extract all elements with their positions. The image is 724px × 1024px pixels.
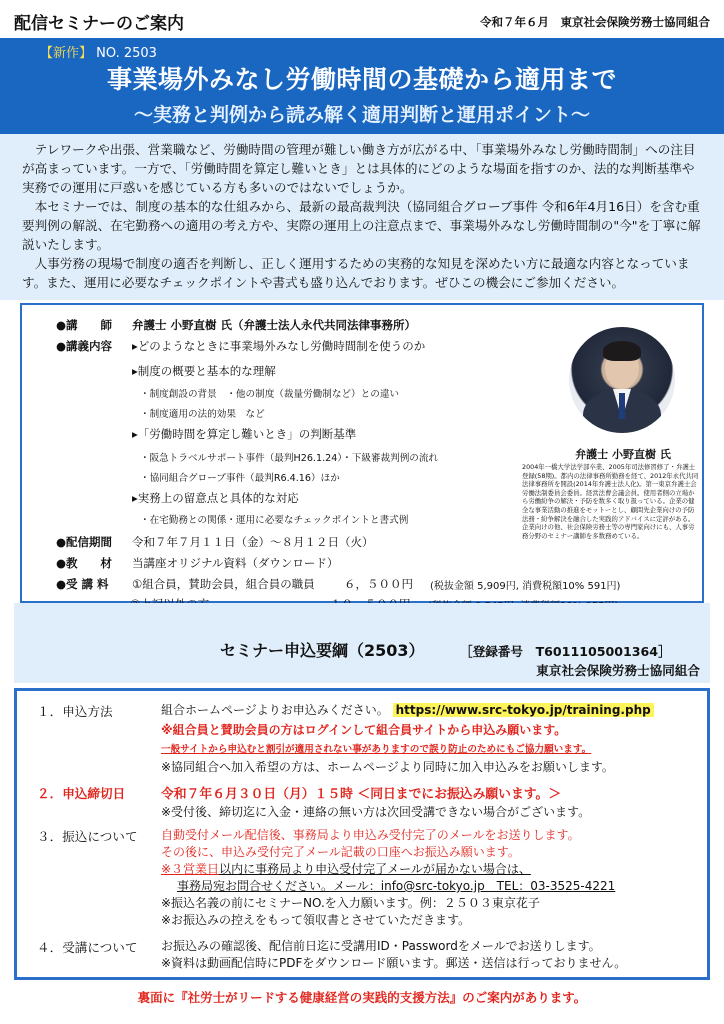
intro-paragraph: 本セミナーでは、制度の基本的な仕組みから、最新の最高裁判決（協同組合グローブ事件 令和6年4月16日）を含む重要判例の解説、在宅勤務への適用の考え方や、実際の運用上の注意点まで、事業場外みなし労働時間制の"今"を丁寧に解説いたします。 — [22, 199, 701, 252]
content-subitem: ・協同組合グローブ事件（最判R6.4.16）ほか — [140, 473, 340, 484]
fee1-amount: ６，５００円 — [344, 577, 413, 591]
member-note: ※組合員と賛助会員の方はログインして組合員サイトから申込み願います。 — [161, 723, 567, 737]
section-label: ４．受講について — [37, 940, 138, 955]
title-banner — [0, 38, 724, 134]
fee1-who: ①組合員，賛助会員，組合員の職員 — [132, 577, 315, 591]
seminar-subtitle: ～実務と判例から読み解く適用判断と運用ポイント～ — [133, 104, 590, 126]
content-subitem: ・在宅勤務との関係・運用に必要なチェックポイントと書式例 — [140, 515, 409, 526]
header-title: 配信セミナーのご案内 — [14, 14, 184, 34]
attend-text: お振込みの確認後、配信前日迄に受講用ID・Passwordをメールでお送りします。 — [161, 939, 601, 953]
header-date-org: 令和７年６月 東京社会保険労務士協同組合 — [480, 15, 710, 29]
content-item: ▸「労働時間を算定し難いとき」の判断基準 — [132, 427, 357, 441]
fee-label: ●受 講 料 — [56, 577, 109, 591]
application-box — [14, 688, 710, 980]
new-tag: 【新作】 — [40, 46, 93, 61]
intro-paragraph: 人事労務の現場で制度の適否を判断し、正しく運用するための実務的な知見を深めたい方に最適な内容となっています。また、運用に必要なチェックポイントや書式も盛り込んでおります。ぜひこの機会にご参加ください。 — [22, 256, 690, 290]
lecturer-label: ●講 師 — [56, 318, 113, 332]
period: 令和７年７月１１日（金）～８月１２日（火） — [132, 535, 374, 549]
apply-method-text: 組合ホームページよりお申込みください。 — [161, 703, 389, 717]
apply-title: セミナー申込要綱（2503） — [220, 641, 425, 660]
intro-paragraph: テレワークや出張、営業職など、労働時間の管理が難しい働き方が広がる中、「事業場外みなし労働時間制」への注目が高まっています。一方で、「労働時間を算定し難いとき」とは具体的にどのような場面を指すのか、法的な判断基準や実務での運用に戸惑いを感じている方も多いのではないでしょうか。 — [22, 142, 696, 195]
content-subitem: ・制度適用の法的効果 など — [140, 409, 265, 420]
section-label: ２．申込締切日 — [37, 786, 126, 801]
lecturer-bio: 2004年一橋大学法学部卒業、2005年司法修習修了・弁護士登録(58期)。都内の法律事務所勤務を経て、2012年永代共同法律事務所を開設(2014年弁護士法人化)。第一東京弁護士会労働法制委員会委員。経営法曹会議会員。使用者側の立場から労働紛争の解決・予防を数多く取り扱っている。企業の健全な事業活動の推進をモットーとし、顧問先企業向けの予防法務・紛争解決を融合した実践的アドバイスに定評がある。企業向けの他、社会保険労務士等の専門家向けにも、人事労務分野のセミナー講師を多数務めている。 — [522, 463, 699, 540]
seminar-number — [40, 42, 157, 61]
fee1-tax: (税抜金額 5,909円, 消費税額10% 591円) — [430, 581, 621, 592]
material: 当講座オリジナル資料（ダウンロード） — [132, 556, 339, 570]
content-item: ▸どのようなときに事業場外みなし労働時間制を使うのか — [132, 339, 426, 353]
section-label: １．申込方法 — [37, 704, 113, 719]
transfer-text: 自動受付メール配信後、事務局より申込み受付完了のメールをお送りします。 — [161, 828, 580, 842]
receipt-note: ※お振込みの控えをもって領収書とさせていただきます。 — [161, 913, 471, 927]
lecturer-caption: 弁護士 小野直樹 氏 — [575, 448, 671, 461]
contact-info[interactable]: 事務局宛お問合せください。メール：info@src-tokyo.jp TEL：03-3525-4221 — [177, 879, 616, 893]
transfer-name-note: ※振込名義の前にセミナーNO.を入力願います。例：２５０３東京花子 — [161, 896, 540, 910]
deadline-note: ※受付後、締切迄に入金・連絡の無い方は次回受講できない場合がございます。 — [161, 805, 591, 819]
content-item: ▸実務上の留意点と具体的な対応 — [132, 491, 299, 505]
footer-notice: 裏面に『社労士がリードする健康経営の実践的支援方法』のご案内があります。 — [137, 990, 587, 1005]
seminar-title: 事業場外みなし労働時間の基礎から適用まで — [106, 65, 617, 94]
lecturer-photo — [569, 327, 675, 433]
transfer-text: その後に、申込み受付完了メール記載の口座へお振込み願います。 — [161, 845, 520, 859]
join-note: ※協同組合へ加入希望の方は、ホームページより同時に加入申込みをお願いします。 — [161, 760, 614, 774]
content-subitem: ・阪急トラベルサポート事件（最判H26.1.24）・下級審裁判例の流れ — [140, 453, 439, 464]
attend-note: ※資料は動画配信時にPDFをダウンロード願います。郵送・送信は行っておりません。 — [161, 956, 627, 970]
lecturer: 弁護士 小野直樹 氏（弁護士法人永代共同法律事務所） — [132, 318, 417, 332]
transfer-note: 以内に事務局より申込受付完了メールが届かない場合は、 — [219, 862, 531, 876]
apply-url-link[interactable]: https://www.src-tokyo.jp/training.php — [393, 703, 654, 717]
content-label: ●講義内容 — [56, 339, 113, 353]
apply-org: 東京社会保険労務士協同組合 — [536, 663, 700, 678]
content-subitem: ・制度創設の背景 ・他の制度（裁量労働制など）との違い — [140, 389, 400, 400]
seminar-no: NO. 2503 — [96, 46, 157, 61]
period-label: ●配信期間 — [56, 535, 113, 549]
material-label: ●教 材 — [56, 556, 113, 570]
content-item: ▸制度の概要と基本的な理解 — [132, 364, 276, 378]
deadline: 令和７年６月３０日（月）１５時 ＜同日までにお振込み願います。＞ — [161, 787, 562, 802]
registration-number: ［登録番号 T6011105001364］ — [460, 644, 671, 659]
intro-section — [0, 134, 724, 300]
business-days-note: ※３営業日 — [161, 862, 220, 876]
discount-note: 一般サイトから申込むと割引が適用されない事がありますので誤り防止のためにもご協力願います。 — [161, 744, 592, 755]
section-label: ３．振込について — [37, 829, 138, 844]
